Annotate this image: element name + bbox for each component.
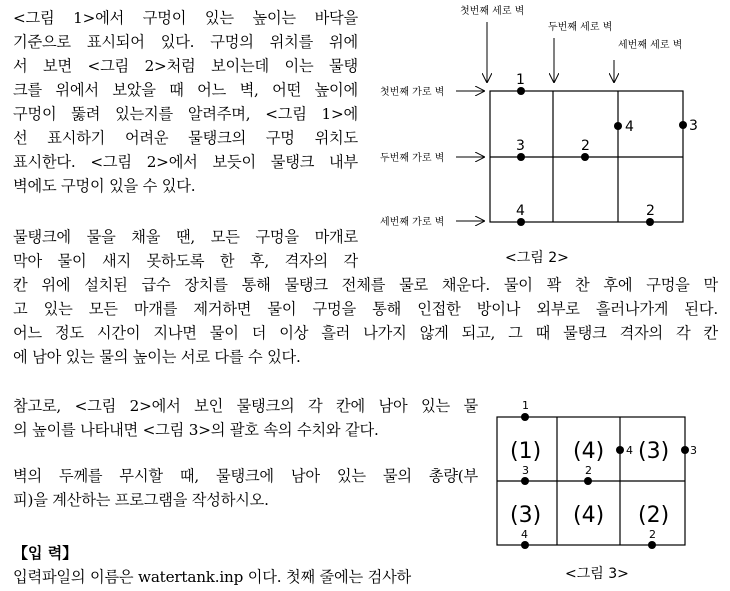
hole-label: 1: [522, 399, 529, 412]
reference-line: 참고로, <그림 2>에서 보인 물탱크의 각 칸에 남아 있는 물: [13, 397, 478, 415]
figure-3: [490, 395, 730, 565]
hole-label: 3: [690, 444, 697, 457]
task-line: 피)을 계산하는 프로그램을 작성하시오.: [13, 491, 269, 509]
hole-dot: [681, 446, 689, 454]
cell-water-level: (4): [573, 439, 605, 464]
hole-dot: [517, 87, 525, 95]
hole-dot: [521, 477, 529, 485]
intro-line: 선 표시하기 어려운 물탱크의 구멍 위치도: [13, 129, 358, 147]
intro-paragraph: [13, 6, 358, 198]
task-paragraph: [13, 464, 478, 512]
hole-dot: [646, 218, 654, 226]
fill-line: 물탱크에 물을 채울 땐, 모든 구멍을 마개로: [13, 228, 358, 246]
hole-label: 2: [649, 528, 656, 541]
hole-label: 2: [585, 464, 592, 477]
row-wall-label: 첫번째 가로 벽: [380, 87, 445, 98]
hole-label: 4: [626, 444, 633, 457]
cell-water-level: (3): [638, 439, 670, 464]
intro-line: 표시한다. <그림 2>에서 보듯이 물탱크 내부: [13, 153, 358, 171]
hole-dot: [521, 413, 529, 421]
hole-dot: [581, 153, 589, 161]
intro-line: <그림 1>에서 구멍이 있는 높이는 바닥을: [13, 9, 358, 27]
hole-dot: [521, 541, 529, 549]
hole-dot: [614, 122, 622, 130]
task-line: 벽의 두께를 무시할 때, 물탱크에 남아 있는 물의 총량(부: [13, 467, 478, 485]
hole-label: 1: [516, 72, 525, 88]
fill-line: 고 있는 모든 마개를 제거하면 물이 구멍을 통해 인접한 방이나 외부로 흘러나가게 된다.: [13, 300, 718, 318]
row-wall-label: 두번째 가로 벽: [380, 153, 445, 164]
cell-water-level: (2): [638, 503, 670, 528]
figure-2-caption: <그림 2>: [505, 250, 569, 266]
intro-line: 크를 위에서 보았을 때 어느 벽, 어떤 높이에: [13, 81, 358, 99]
figure-2: [370, 0, 700, 270]
col-wall-label: 첫번째 세로 벽: [460, 6, 525, 17]
hole-label: 2: [646, 203, 655, 219]
fill-line: 칸 위에 설치된 급수 장치를 통해 물탱크 전체를 물로 채운다. 물이 꽉 찬 후에 구멍을 막: [13, 276, 718, 294]
hole-dot: [648, 541, 656, 549]
figure-3-caption: <그림 3>: [565, 566, 629, 582]
hole-dot: [517, 153, 525, 161]
col-wall-label: 세번째 세로 벽: [618, 40, 683, 51]
hole-label: 3: [522, 464, 529, 477]
input-line: 입력파일의 이름은 watertank.inp 이다. 첫째 줄에는 검사하: [13, 568, 412, 586]
hole-label: 3: [516, 138, 525, 154]
intro-line: 벽에도 구멍이 있을 수 있다.: [13, 177, 196, 195]
hole-dot: [584, 477, 592, 485]
hole-dot: [679, 121, 687, 129]
row-wall-label: 세번째 가로 벽: [380, 217, 445, 228]
hole-dot: [616, 446, 624, 454]
reference-line: 의 높이를 나타내면 <그림 3>의 괄호 속의 수치와 같다.: [13, 421, 379, 439]
fill-line: 에 남아 있는 물의 높이는 서로 다를 수 있다.: [13, 348, 301, 366]
input-heading: 【입 력】: [13, 544, 78, 562]
hole-label: 3: [689, 118, 698, 134]
intro-line: 서 보면 <그림 2>처럼 보이는데 이는 물탱: [13, 57, 358, 75]
hole-dot: [517, 218, 525, 226]
hole-label: 4: [516, 203, 525, 219]
cell-water-level: (4): [573, 503, 605, 528]
fill-line: 막아 물이 새지 못하도록 한 후, 격자의 각: [13, 252, 358, 270]
hole-label: 4: [625, 119, 634, 135]
fill-line: 어느 정도 시간이 지나면 물이 더 이상 흘러 나가지 않게 되고, 그 때 물탱크 격자의 각 칸: [13, 324, 718, 342]
reference-paragraph: [13, 394, 478, 442]
intro-line: 기준으로 표시되어 있다. 구멍의 위치를 위에: [13, 33, 358, 51]
hole-label: 2: [581, 138, 590, 154]
cell-water-level: (3): [510, 503, 542, 528]
hole-label: 4: [521, 528, 528, 541]
cell-water-level: (1): [510, 439, 542, 464]
intro-line: 구멍이 뚫려 있는지를 알려주며, <그림 1>에: [13, 105, 358, 123]
col-wall-label: 두번째 세로 벽: [548, 22, 613, 33]
